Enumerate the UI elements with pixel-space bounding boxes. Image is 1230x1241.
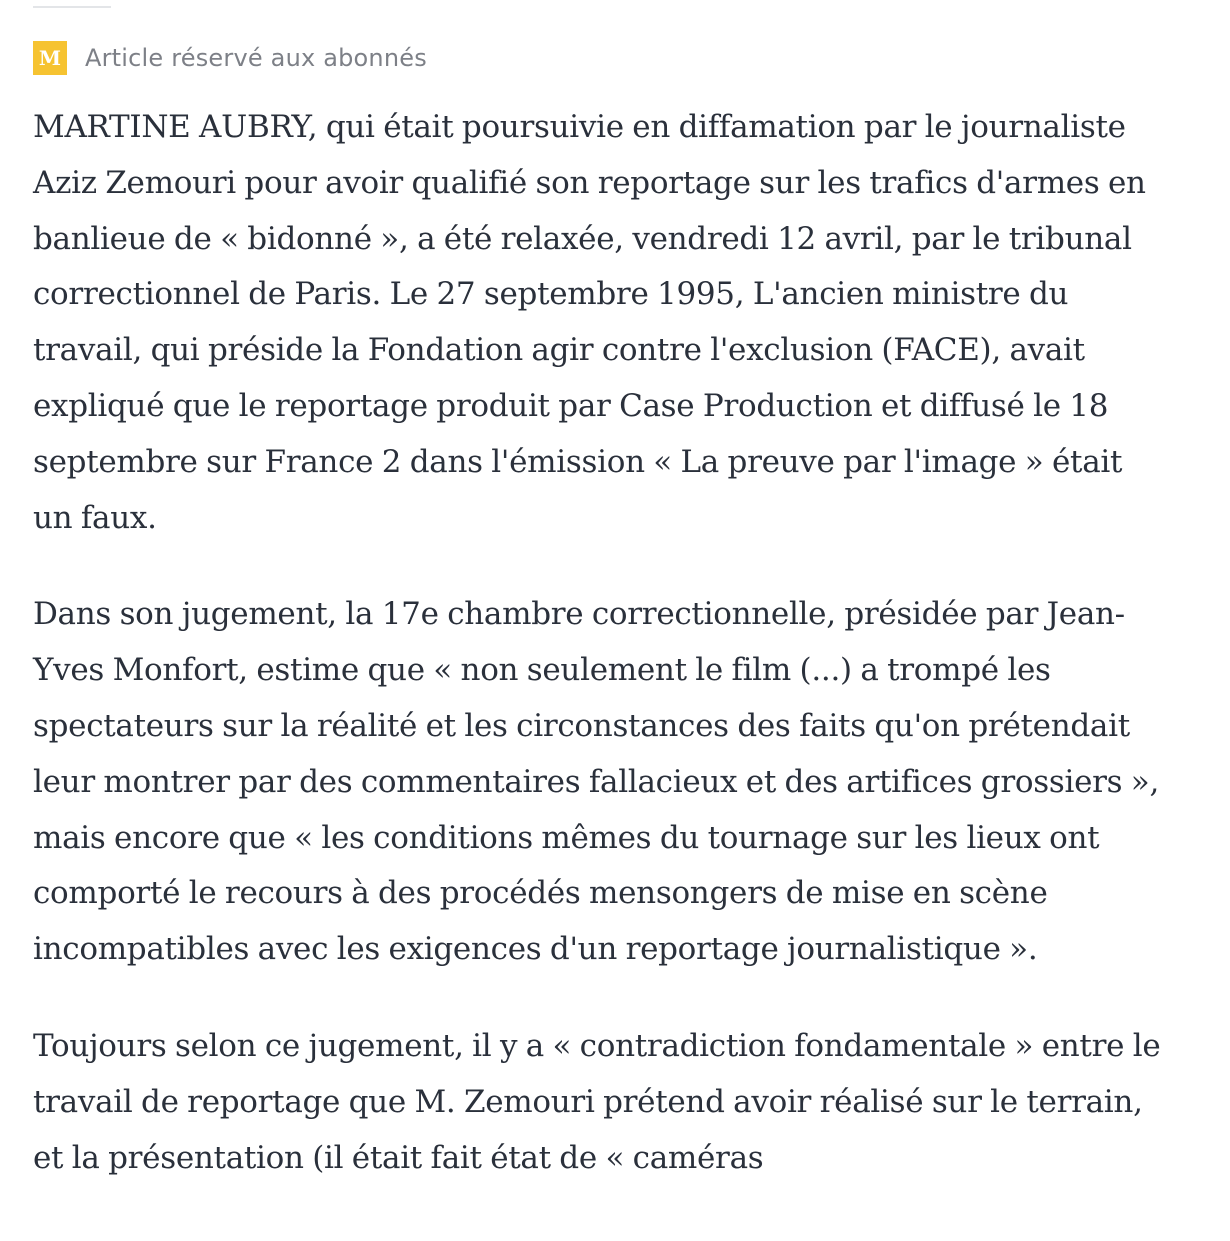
article-paragraph-2: Dans son jugement, la 17e chambre correctionnelle, présidée par Jean-Yves Monfort, estime que « non seulement le film (...) a trompé les spectateurs sur la réalité et les circonstances des faits qu'on prétendait leur montrer par des commentaires fallacieux et des artifices grossiers », mais encore que « les conditions mêmes du tournage sur les lieux ont comporté le recours à des procédés mensongers de mise en scène incompatibles avec les exigences d'un reportage journalistique ». — [33, 596, 1160, 968]
top-divider — [33, 6, 111, 8]
article-paragraph-1: MARTINE AUBRY, qui était poursuivie en diffamation par le journaliste Aziz Zemouri pour avoir qualifié son reportage sur les trafics d'armes en banlieue de « bidonné », a été relaxée, vendredi 12 avril, par le tribunal correctionnel de Paris. Le 27 septembre 1995, L'ancien ministre du travail, qui préside la Fondation agir contre l'exclusion (FACE), avait expliqué que le reportage produit par Case Production et diffusé le 18 septembre sur France 2 dans l'émission « La preuve par l'image » était un faux. — [33, 109, 1146, 536]
article-body — [33, 100, 1163, 1227]
subscriber-only-label: Article réservé aux abonnés — [85, 44, 427, 72]
le-monde-logo-icon — [33, 41, 67, 75]
subscriber-only-notice — [33, 40, 427, 76]
badge-glyph: M — [38, 46, 62, 70]
article-paragraph-3: Toujours selon ce jugement, il y a « contradiction fondamentale » entre le travail de reportage que M. Zemouri prétend avoir réalisé sur le terrain, et la présentation (il était fait état de « caméras — [33, 1027, 1161, 1176]
